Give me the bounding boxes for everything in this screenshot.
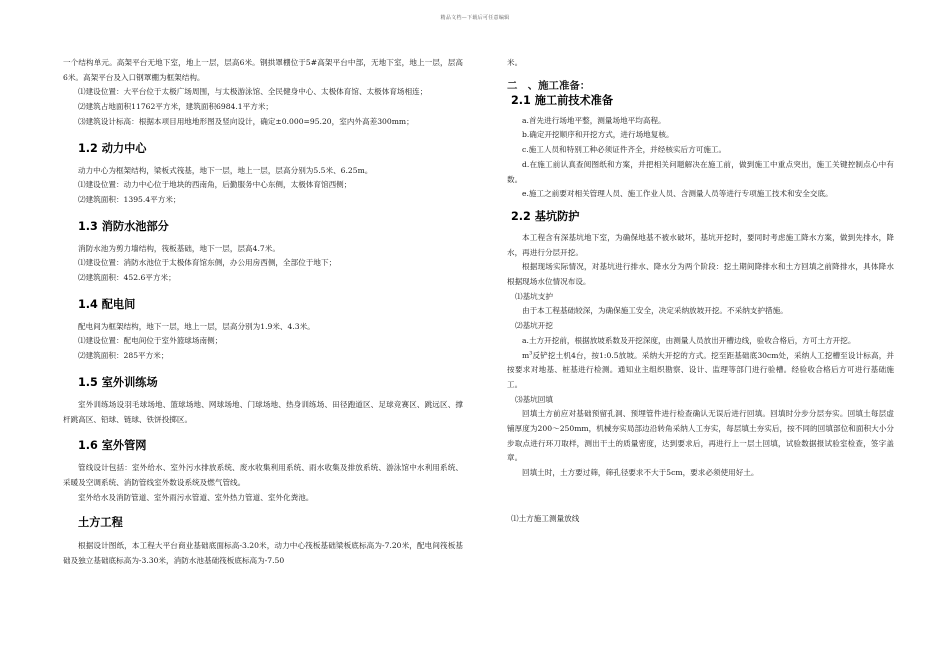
paragraph: ⑵建筑占地面积11762平方米，建筑面积6984.1平方米；: [78, 102, 274, 112]
paragraph: a.土方开挖前，根据放坡系数及开挖深度，由测量人员放出开槽边线，验收合格后，方可土方开挖。: [522, 335, 856, 345]
subheading: ⑴土方施工测量放线: [511, 513, 580, 523]
list-item: d.在施工前认真查阅图纸和方案，并把相关问题解决在施工前，做到施工中重点突出，施工关键控制点心中有数。: [507, 159, 894, 184]
paragraph: ⑴建设位置：动力中心位于地块的西南角，后勤服务中心东侧，太极体育馆西侧；: [78, 180, 352, 190]
section-heading-1-6: 1.6 室外管网: [78, 439, 147, 453]
paragraph: 回填土时，土方要过筛，筛孔径要求不大于5cm，要求必须使用好土。: [522, 468, 759, 478]
paragraph: 室外给水及消防管道、室外雨污水管道、室外热力管道、室外化粪池。: [78, 492, 314, 502]
section-heading-2-1: 2.1 施工前技术准备: [511, 93, 614, 107]
list-item: b.确定开挖顺序和开挖方式，进行场地复核。: [522, 130, 674, 140]
section-heading-2-2: 2.2 基坑防护: [511, 209, 580, 223]
paragraph: 消防水池为剪力墙结构，筏板基础，地下一层，层高4.7米。: [78, 243, 280, 253]
subheading: ⑴基坑支护: [515, 291, 553, 301]
paragraph: 米。: [507, 58, 523, 67]
paragraph: 本工程含有深基坑地下室，为确保地基不被水破坏，基坑开挖时，要同时考虑施工降水方案，做到先排水，降水，再进行分层开挖。: [507, 232, 894, 257]
right-column: [507, 56, 894, 527]
chapter-heading: 二 、施工准备：: [507, 79, 591, 92]
list-item: a.首先进行场地平整，测量场地平均高程。: [522, 115, 666, 125]
section-heading-1-5: 1.5 室外训练场: [78, 375, 158, 389]
list-item: e.施工之前要对相关管理人员、施工作业人员、含测量人员等进行专项施工技术和安全交底。: [522, 189, 833, 199]
paragraph: 根据设计图纸，本工程大平台商业基础底面标高-3.20米，动力中心筏板基础梁板底标高为-7.20米，配电间筏板基础及独立基础底标高为-3.30米，消防水池基础筏板底标高为-7.50: [63, 541, 463, 566]
section-heading-1-3: 1.3 消防水池部分: [78, 219, 169, 233]
paragraph: 管线设计包括：室外给水、室外污水排放系统、废水收集利用系统、雨水收集及排放系统、游泳馆中水利用系统、采暖及空调系统、消防管线室外数设系统及燃气管线。: [63, 463, 463, 487]
paragraph: ⑶建筑设计标高：根据本项目用地地形图及竖向设计，确定±0.000=95.20，室内外高差300mm；: [78, 116, 414, 126]
paragraph: ⑵建筑面积：1395.4平方米；: [78, 194, 181, 204]
unit-text: m: [522, 350, 530, 360]
paragraph-text: 反铲挖土机4台，按1:0.5放坡。采纳大开挖的方式。挖至距基础底30cm处，采纳人工挖槽至设计标高，并按要求对地基、桩基进行检测。通知业主组织勘察、设计、监理等部门进行验槽。经验收合格后方可进行基础施工。: [507, 350, 894, 389]
section-heading-1-2: 1.2 动力中心: [78, 141, 147, 155]
paragraph: 一个结构单元。高架平台无地下室，地上一层，层高6米。钢拱罩棚位于5#高架平台中部，无地下室，地上一层，层高6米。高架平台及入口钢罩棚为框架结构。: [63, 58, 463, 82]
spacer: [507, 481, 894, 512]
page-header: 精品文档—下载后可任意编辑: [440, 15, 510, 21]
paragraph: 回填土方前应对基础预留孔洞、预埋管件进行检查确认无误后进行回填。回填时分步分层夯实。回填土每层虚铺厚度为200～250mm，机械夯实局部边沿转角采纳人工夯实，每层填土夯实后，按不同的回填部位和面积大小分步取点进行环刀取样，测出干土的质量密度，达到要求后，再进行上一层土回填，试验数据报试验室检查，签字盖章。: [507, 409, 894, 463]
paragraph: ⑴建设位置：消防水池位于太极体育馆东侧，办公用房西侧，全部位于地下；: [78, 258, 337, 268]
paragraph: ⑵建筑面积：452.6平方米；: [78, 273, 176, 283]
paragraph: 根据现场实际情况，对基坑进行排水、降水分为两个阶段：挖土期间降排水和土方回填之前降排水，具体降水根据现场水位情况布设。: [507, 262, 894, 287]
list-item: c.施工人员和特别工种必须证件齐全，并经核实后方可施工。: [522, 145, 727, 155]
section-heading-earthwork: 土方工程: [78, 516, 123, 530]
subheading: ⑵基坑开挖: [515, 321, 553, 331]
left-column: [63, 56, 463, 569]
paragraph: 配电间为框架结构，地下一层，地上一层，层高分别为1.9米、4.3米。: [78, 321, 315, 331]
paragraph: ⑵建筑面积：285平方米；: [78, 351, 169, 361]
paragraph: ⑴建设位置：配电间位于室外篮球场南侧；: [78, 336, 223, 346]
paragraph: [507, 349, 894, 393]
paragraph: 室外训练场设羽毛球场地、篮球场地、网球场地、门球场地、热身训练场、田径跑道区、足球竞赛区、跳远区、撑杆跳高区、铅球、链球、铁饼投掷区。: [63, 399, 463, 424]
section-heading-1-4: 1.4 配电间: [78, 297, 136, 311]
paragraph: 动力中心为框架结构，梁板式筏基，地下一层，地上一层，层高分别为5.5米、6.25m。: [78, 165, 373, 175]
paragraph: ⑴建设位置：大平台位于太极广场周围，与太极游泳馆、全民健身中心、太极体育馆、太极体育场相连；: [78, 87, 428, 97]
paragraph: 由于本工程基础较深，为确保施工安全，决定采纳放坡开挖。不采纳支护措施。: [522, 306, 788, 316]
superscript: 3: [529, 350, 533, 357]
subheading: ⑶基坑回填: [515, 394, 553, 404]
